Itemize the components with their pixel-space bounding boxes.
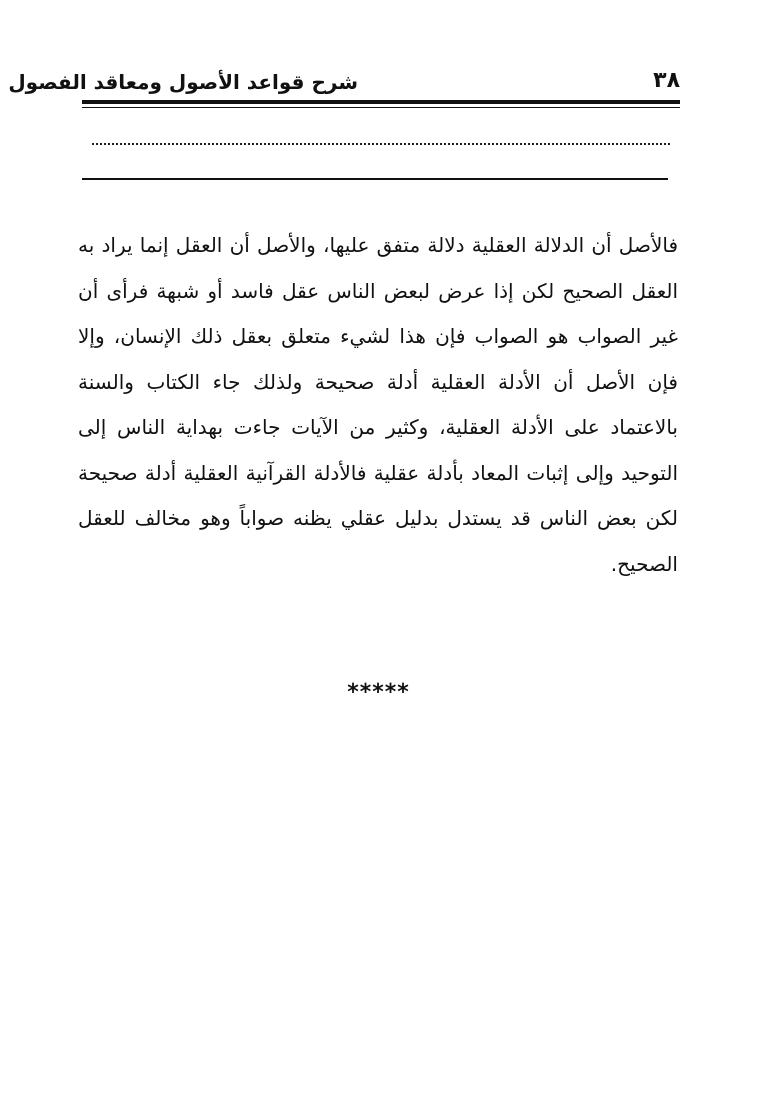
- elided-text-dotted-line: [92, 143, 670, 145]
- running-title: شرح قواعد الأصول ومعاقد الفصول: [8, 70, 358, 94]
- header-rule-thin: [82, 107, 680, 108]
- section-separator-asterisks: *****: [347, 680, 410, 705]
- page-number: ٣٨: [653, 68, 680, 93]
- body-paragraph: فالأصل أن الدلالة العقلية دلالة متفق عليها، والأصل أن العقل إنما يراد به العقل الصحيح لكن إذا عرض لبعض الناس عقل فاسد أو شبهة فرأى أن غير الصواب هو الصواب فإن هذا لشيء متعلق بعقل ذلك الإنسان، وإلا فإن الأصل أن الأدلة العقلية أدلة صحيحة ولذلك جاء الكتاب والسنة بالاعتماد على الأدلة العقلية، وكثير من الآيات جاءت بهداية الناس إلى التوحيد وإلى إثبات المعاد بأدلة عقلية فالأدلة القرآنية العقلية أدلة صحيحة لكن بعض الناس قد يستدل بدليل عقلي يظنه صواباً وهو مخالف للعقل الصحيح.: [78, 233, 678, 576]
- footnote-rule: [82, 178, 668, 180]
- header-rule-thick: [82, 100, 680, 104]
- page-header: [8, 66, 680, 100]
